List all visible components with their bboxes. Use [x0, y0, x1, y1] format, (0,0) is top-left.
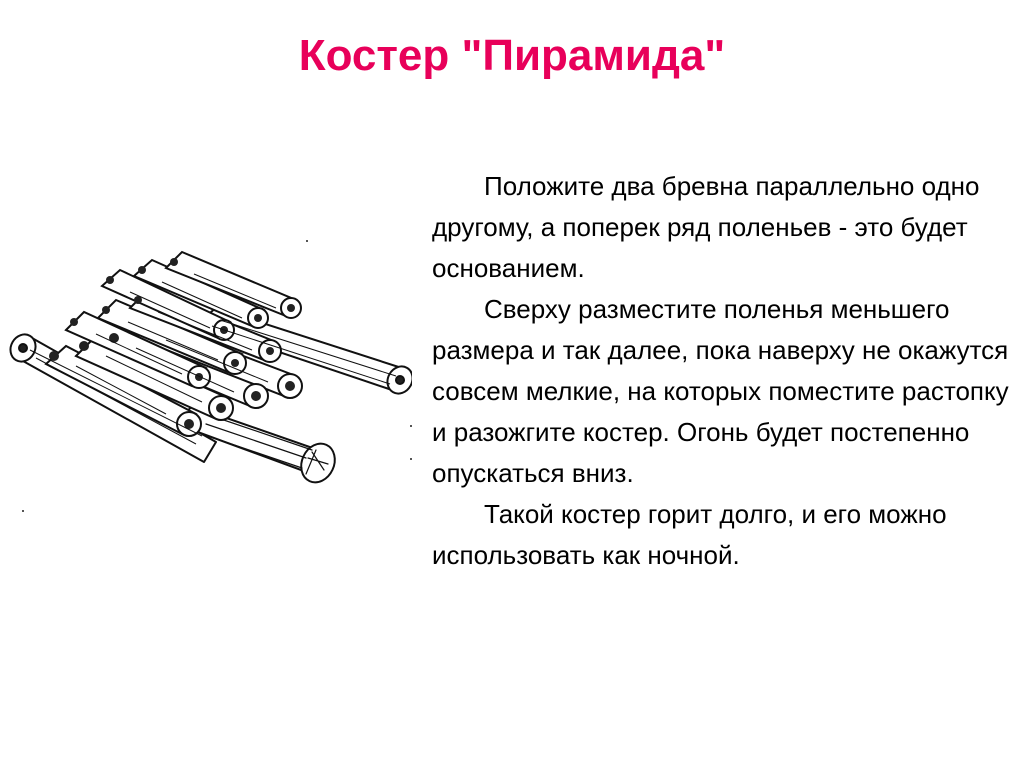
paragraph-2: Сверху разместите поленья меньшего размера и так далее, пока наверху не окажутся совсем мелкие, на которых поместите растопку и разожгите костер. Огонь будет постепенно опускаться вниз.: [432, 294, 1009, 488]
slide-title: Костер "Пирамида": [298, 31, 726, 80]
stray-mark: [410, 458, 412, 460]
log-pyramid-campfire-icon: [6, 238, 412, 508]
stray-mark: [306, 240, 308, 242]
paragraph-1: Положите два бревна параллельно одно другому, а поперек ряд поленьев - это будет основанием.: [432, 171, 980, 283]
stray-mark: [410, 425, 412, 427]
stray-mark: [22, 510, 24, 512]
paragraph-3: Такой костер горит долго, и его можно использовать как ночной.: [432, 499, 947, 570]
body-text: [432, 166, 1012, 576]
